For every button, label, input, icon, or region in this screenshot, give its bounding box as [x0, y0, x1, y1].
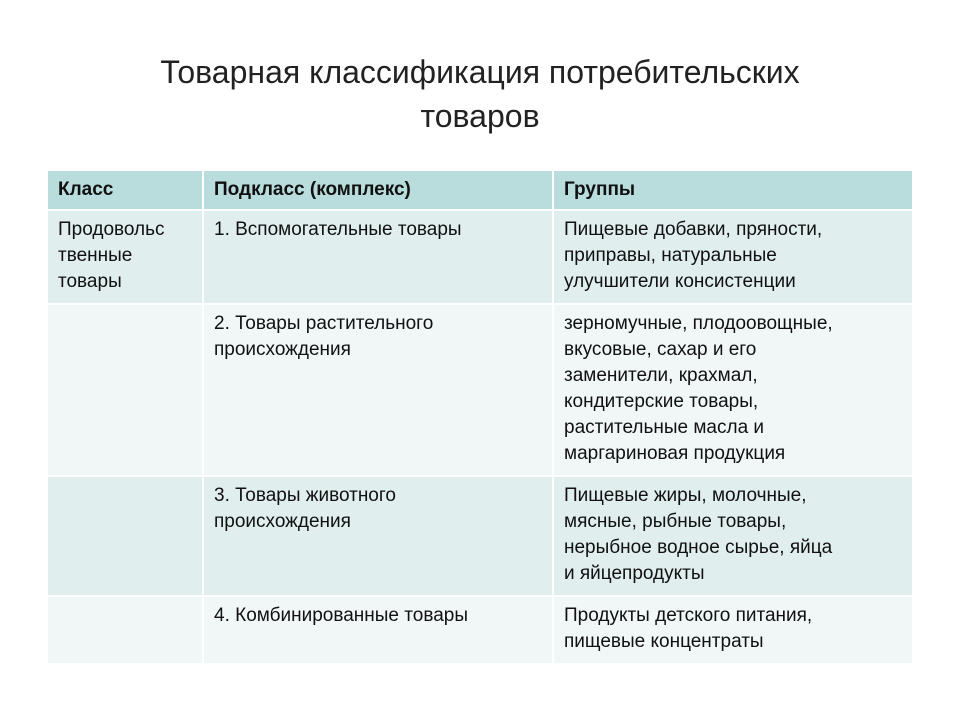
cell-class: [48, 210, 203, 304]
cell-line: вкусовые, сахар и его: [564, 339, 757, 360]
cell-line: растительные масла и: [564, 417, 765, 438]
cell-subclass: [203, 476, 553, 596]
cell-line: происхождения: [214, 339, 351, 360]
cell-groups: [553, 304, 912, 476]
cell-class: [48, 476, 203, 596]
cell-class: [48, 596, 203, 664]
cell-subclass: [203, 210, 553, 304]
cell-line: 3. Товары животного: [214, 485, 396, 506]
header-groups: Группы: [553, 171, 912, 210]
cell-class: [48, 304, 203, 476]
cell-line: 1. Вспомогательные товары: [214, 219, 462, 240]
cell-line: Продукты детского питания,: [564, 605, 813, 626]
table-row: [48, 210, 912, 304]
cell-line: Пищевые жиры, молочные,: [564, 485, 807, 506]
cell-line: 2. Товары растительного: [214, 313, 434, 334]
cell-line: 4. Комбинированные товары: [214, 605, 469, 626]
cell-line: улучшители консистенции: [564, 271, 796, 292]
table-row: [48, 476, 912, 596]
cell-line: нерыбное водное сырье, яйца: [564, 537, 833, 558]
cell-line: зерномучные, плодоовощные,: [564, 313, 833, 334]
classification-table-wrapper: [48, 171, 912, 665]
classification-table: [48, 171, 912, 665]
cell-line: приправы, натуральные: [564, 245, 777, 266]
cell-subclass: [203, 596, 553, 664]
cell-line: Пищевые добавки, пряности,: [564, 219, 823, 240]
cell-groups: [553, 210, 912, 304]
slide-title: [60, 50, 900, 138]
cell-groups: [553, 596, 912, 664]
cell-line: маргариновая продукция: [564, 443, 786, 464]
cell-groups: [553, 476, 912, 596]
cell-subclass: [203, 304, 553, 476]
slide-title-line1: Товарная классификация потребительских: [160, 54, 800, 90]
cell-line: и яйцепродукты: [564, 563, 705, 584]
table-row: [48, 596, 912, 664]
cell-line: кондитерские товары,: [564, 391, 759, 412]
cell-line: пищевые концентраты: [564, 631, 764, 652]
cell-line: твенные: [58, 245, 133, 266]
header-class: Класс: [48, 171, 203, 210]
slide-title-line2: товаров: [420, 98, 540, 134]
cell-line: заменители, крахмал,: [564, 365, 758, 386]
cell-line: товары: [58, 271, 122, 292]
table-row: [48, 304, 912, 476]
cell-line: происхождения: [214, 511, 351, 532]
cell-line: Продовольс: [58, 219, 165, 240]
header-subclass: Подкласс (комплекс): [203, 171, 553, 210]
table-header-row: [48, 171, 912, 210]
cell-line: мясные, рыбные товары,: [564, 511, 787, 532]
